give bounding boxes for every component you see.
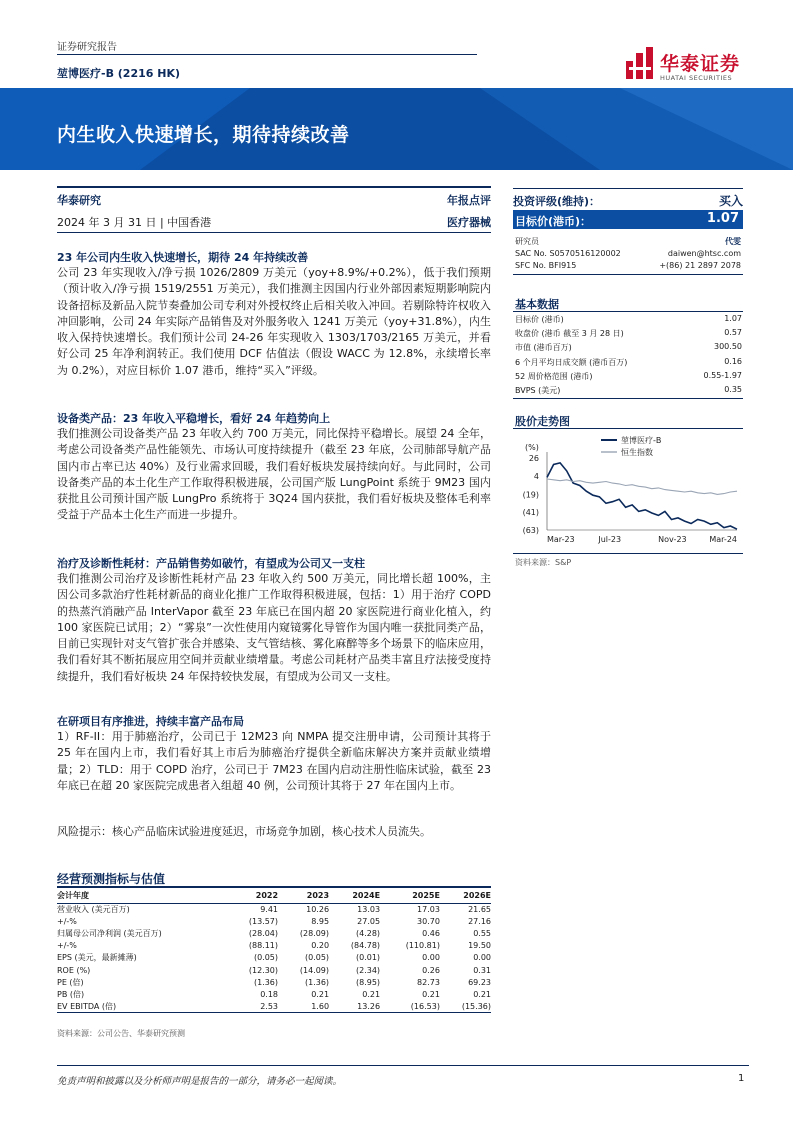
target-price-bar [513, 210, 743, 229]
disclaimer-note: 免责声明和披露以及分析师声明是报告的一部分，请务必一起阅读。 [57, 1076, 343, 1087]
report-type: 证券研究报告 [57, 42, 117, 53]
risk-note: 风险提示：核心产品临床试验进度延迟，市场竞争加剧，核心技术人员流失。 [57, 825, 431, 838]
chart-xtick-label: Mar-24 [709, 535, 737, 544]
meta-divider [57, 186, 491, 188]
chart-series-line [547, 463, 737, 529]
fin-table-row: EV EBITDA (倍) 2.53 1.60 13.26 (16.53) (15.36) [57, 1001, 491, 1011]
fin-table-row: PB (倍) 0.18 0.21 0.21 0.21 0.21 [57, 989, 491, 999]
fin-table-row: ROE (%) (12.30) (14.09) (2.34) 0.26 0.31 [57, 965, 491, 975]
research-source: 华泰研究 [57, 194, 101, 207]
section-heading-4: 在研项目有序推进，持续丰富产品布局 [57, 715, 244, 728]
fin-table-row: EPS (美元，最新摊薄) (0.05) (0.05) (0.01) 0.00 0.00 [57, 953, 491, 963]
fin-table-row: 归属母公司净利润 (美元百万) (28.04) (28.09) (4.28) 0.46 0.55 [57, 928, 491, 938]
fin-table-source: 资料来源：公司公告、华泰研究预测 [57, 1029, 185, 1038]
chart-title: 股价走势图 [515, 415, 570, 428]
section-body-2: 我们推测公司设备类产品 23 年收入约 700 万美元，同比保持平稳增长。展望 24 全年，考虑公司设备类产品性能领先、市场认可度持续提升（截至 23 年底，公司肺部导航产品国内市占率已达 40%）及行业需求回暖，我们看好板块发展持续向好。与此同时，公司设备类产品的本土化生产工作取得积极进展，公司国产版 LungPoint 系统于 9M23 国内获批且公司预计国产版 LungPro 系统将于 3Q24 国内获批，我们看好板块及整体毛利率受益于产品本土化生产而进一步提升。 [57, 427, 491, 522]
report-kind: 年报点评 [447, 194, 491, 207]
page-number: 1 [738, 1073, 745, 1084]
huatai-logo-icon [626, 47, 654, 79]
analyst-phone: +(86) 21 2897 2078 [659, 261, 741, 270]
key-data-row: 6 个月平均日成交额 (港币百万) 0.16 [515, 356, 742, 367]
chart-ytick-label: 26 [528, 454, 539, 463]
section-heading-3: 治疗及诊断性耗材：产品销售势如破竹，有望成为公司又一支柱 [57, 557, 365, 570]
chart-ytick-label: (63) [522, 526, 539, 535]
header-divider [57, 54, 477, 55]
meta-divider-bottom [57, 232, 491, 233]
chart-ytick-label: 4 [533, 471, 539, 481]
rating-row [513, 192, 743, 209]
fin-table-row: PE (倍) (1.36) (1.36) (8.95) 82.73 69.23 [57, 977, 491, 987]
industry-label: 医疗器械 [447, 216, 491, 229]
analyst-divider [513, 274, 743, 275]
key-data-row: 收盘价 (港币 截至 3 月 28 日) 0.57 [515, 328, 742, 339]
fin-table-divider [57, 886, 491, 888]
analyst-sfc: SFC No. BFI915 [515, 261, 577, 270]
chart-ylabel: (%) [525, 443, 539, 452]
chart-ytick-label: (19) [522, 490, 539, 500]
chart-source: 资料来源：S&P [515, 558, 572, 567]
fin-table-row: 营业收入 (美元百万) 9.41 10.26 13.03 17.03 21.65 [57, 904, 491, 914]
rating-label: 投资评级(维持)： [513, 195, 601, 208]
key-data-title: 基本数据 [515, 298, 559, 311]
rating-divider-top [513, 188, 743, 189]
rating-value: 买入 [718, 194, 743, 208]
section-heading-2: 设备类产品：23 年收入平稳增长，看好 24 年趋势向上 [57, 412, 331, 425]
key-data-row: 52 周价格范围 (港币) 0.55-1.97 [515, 370, 742, 381]
chart-xtick-label: Jul-23 [598, 535, 622, 544]
target-label: 目标价(港币)： [515, 215, 592, 228]
logo-text-cn: 华泰证券 [660, 53, 741, 75]
section-body-3: 我们推测公司治疗及诊断性耗材产品 23 年收入约 500 万美元，同比增长超 100%，主因公司多款治疗性耗材新品的商业化推广工作取得积极进展，包括：1）用于治疗 COPD 的热蒸汽消融产品 InterVapor 截至 23 年底已在国内超 20 家医院进行商业化植入，约 100 家医院已试用；2）“雾泉”一次性使用内窥镜雾化导管作为国内唯一获批同类产品，目前已实现针对支气管扩张合并感染、支气管结核、雾化麻醉等多个场景下的临床应用，我们看好其不断拓展应用空间并贡献业绩增量。考虑公司耗材产品类丰富且疗法接受度持续提升，我们看好板块 24 年保持较快发展，有望成为公司又一支柱。 [57, 572, 491, 683]
section-body-1: 公司 23 年实现收入/净亏损 1026/2809 万美元（yoy+8.9%/+0.2%），低于我们预期（预计收入/净亏损 1519/2551 万美元），我们推测主因国内行业外部因素短期影响院内设备招标及新品入院节奏叠加公司专利对外授权终止后相关收入冲回。若剔除特许权收入冲回影响，公司 24 年实际产品销售及对外服务收入 1241 万美元（yoy+31.8%），内生收入保持快速增长。我们预计公司 24-26 年实现收入 1303/1703/2165 万美元，并看好公司 25 年净利润转正。我们使用 DCF 估值法（假设 WACC 为 12.8%，永续增长率为 0.2%），对应目标价 1.07 港币，维持“买入”评级。 [57, 266, 491, 377]
chart-xtick-label: Mar-23 [547, 535, 575, 544]
chart-series-line [547, 479, 737, 494]
chart-divider [513, 428, 743, 429]
fin-table [57, 889, 491, 1013]
report-date: 2024 年 3 月 31 日 | 中国香港 [57, 216, 212, 229]
company-name: 堃博医疗-B (2216 HK) [57, 67, 181, 80]
footer-divider [57, 1065, 749, 1066]
chart-ytick-label: (41) [522, 508, 539, 518]
section-heading-1: 23 年公司内生收入快速增长，期待 24 年持续改善 [57, 251, 309, 264]
key-data-table [515, 312, 742, 397]
analyst-name: 代雯 [725, 237, 741, 246]
key-data-row: 目标价 (港币) 1.07 [515, 314, 742, 324]
huatai-logo [626, 47, 752, 85]
chart-xtick-label: Nov-23 [658, 535, 687, 544]
section-body-4: 1）RF-II：用于肺癌治疗，公司已于 12M23 向 NMPA 提交注册申请，公司预计其将于 25 年在国内上市，我们看好其上市后为肺癌治疗提供全新临床解决方案并贡献业绩增量；2）TLD：用于 COPD 治疗，公司已于 7M23 在国内启动注册性临床试验，截至 23 年底已在超 20 家医院完成患者入组超 40 例，公司预计其将于 27 年在国内上市。 [57, 730, 491, 792]
analyst-sac: SAC No. S0570516120002 [515, 249, 621, 258]
fin-table-row: +/-% (13.57) 8.95 27.05 30.70 27.16 [57, 916, 491, 926]
analyst-email[interactable]: daiwen@htsc.com [667, 249, 741, 258]
stock-price-chart [513, 430, 743, 552]
fin-table-title: 经营预测指标与估值 [57, 872, 166, 886]
key-data-row: BVPS (美元) 0.35 [515, 384, 742, 395]
target-value: 1.07 [706, 211, 739, 226]
key-data-divider-bottom [513, 398, 743, 399]
analyst-role: 研究员 [515, 237, 539, 246]
logo-text-en: HUATAI SECURITIES [660, 74, 733, 82]
chart-legend-label: 恒生指数 [621, 448, 653, 457]
fin-table-row: +/-% (88.11) 0.20 (84.78) (110.81) 19.50 [57, 941, 491, 951]
fin-table-header: 会计年度 2022 2023 2024E 2025E 2026E [57, 889, 491, 903]
chart-legend-label: 堃博医疗-B [621, 436, 662, 445]
report-title: 内生收入快速增长，期待持续改善 [57, 124, 350, 146]
chart-divider-bottom [513, 553, 743, 554]
key-data-row: 市值 (港币百万) 300.50 [515, 342, 742, 353]
